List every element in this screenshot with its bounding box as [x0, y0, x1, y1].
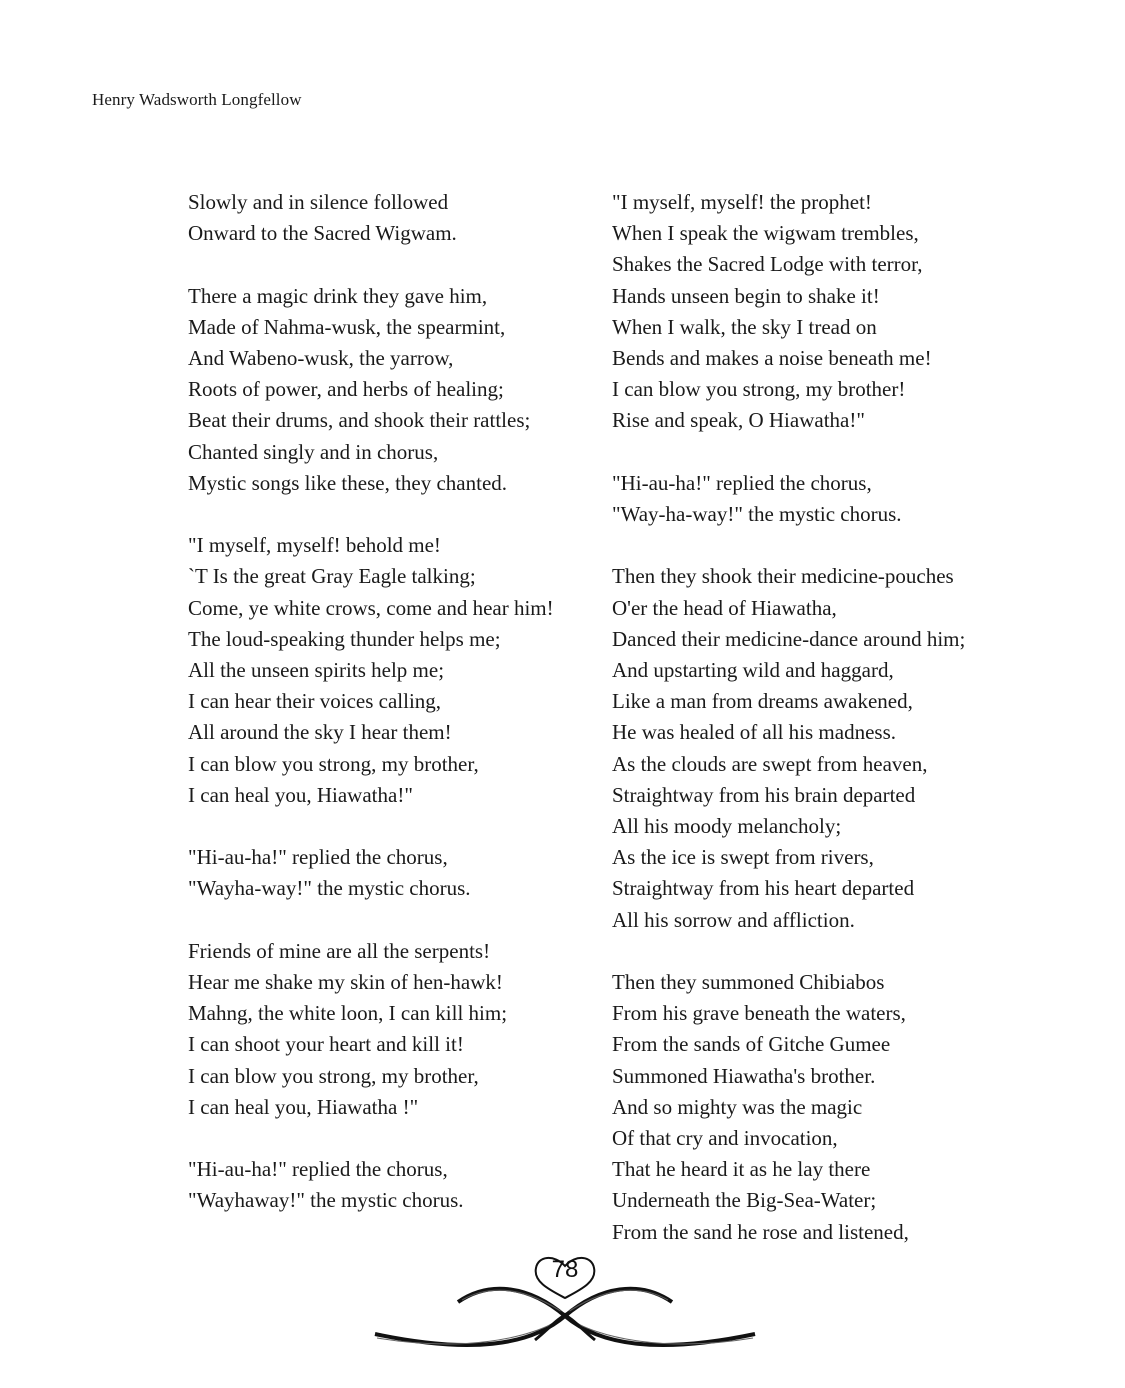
poem-line: "Hi-au-ha!" replied the chorus,	[612, 470, 872, 495]
poem-line: As the clouds are swept from heaven,	[612, 751, 928, 776]
poem-line: Bends and makes a noise beneath me!	[612, 346, 932, 371]
poem-line: When I walk, the sky I tread on	[612, 314, 877, 339]
poem-line: I can heal you, Hiawatha !"	[188, 1094, 419, 1119]
poem-line: Friends of mine are all the serpents!	[188, 938, 491, 963]
left-stanza	[188, 530, 588, 811]
left-stanza	[188, 1154, 588, 1216]
right-stanza	[612, 561, 1012, 935]
right-stanza	[612, 187, 1012, 437]
right-stanza	[612, 967, 1012, 1248]
left-stanza	[188, 187, 588, 249]
poem-line: Beat their drums, and shook their rattles;	[188, 408, 531, 433]
poem-line: Like a man from dreams awakened,	[612, 689, 913, 714]
poem-line: I can blow you strong, my brother,	[188, 751, 479, 776]
poem-line: Slowly and in silence followed	[188, 190, 449, 214]
poem-line: Straightway from his heart departed	[612, 876, 915, 901]
poem-line: When I speak the wigwam trembles,	[612, 221, 919, 246]
poem-line: "I myself, myself! the prophet!	[612, 190, 872, 214]
poem-line: All around the sky I hear them!	[188, 720, 452, 745]
right-stanza	[612, 468, 1012, 530]
poem-line: All his moody melancholy;	[612, 814, 842, 839]
poem-line: All the unseen spirits help me;	[188, 658, 445, 683]
poem-line: I can blow you strong, my brother,	[188, 1063, 479, 1088]
poem-line: I can hear their voices calling,	[188, 689, 442, 714]
poem-line: Rise and speak, O Hiawatha!"	[612, 408, 865, 433]
poem-line: Roots of power, and herbs of healing;	[188, 377, 504, 402]
left-stanza	[188, 936, 588, 1123]
poem-line: And so mighty was the magic	[612, 1094, 863, 1119]
left-stanza	[188, 281, 588, 499]
page-number: 78	[551, 1256, 579, 1283]
poem-line: `T Is the great Gray Eagle talking;	[188, 564, 476, 589]
poem-column-left	[188, 187, 588, 1217]
poem-line: From the sands of Gitche Gumee	[612, 1032, 891, 1057]
poem-line: "Hi-au-ha!" replied the chorus,	[188, 1157, 448, 1182]
running-header-author: Henry Wadsworth Longfellow	[92, 90, 302, 109]
poem-column-right	[612, 187, 1012, 1248]
poem-line: Danced their medicine-dance around him;	[612, 626, 966, 651]
poem-line: From the sand he rose and listened,	[612, 1219, 909, 1244]
poem-line: I can shoot your heart and kill it!	[188, 1032, 464, 1057]
poem-line: Hands unseen begin to shake it!	[612, 283, 880, 308]
poem-line: There a magic drink they gave him,	[188, 283, 488, 308]
poem-line: Mahng, the white loon, I can kill him;	[188, 1001, 508, 1026]
poem-line: "Wayhaway!" the mystic chorus.	[188, 1188, 464, 1213]
poem-line: Onward to the Sacred Wigwam.	[188, 221, 457, 246]
poem-line: Summoned Hiawatha's brother.	[612, 1063, 876, 1088]
poem-line: From his grave beneath the waters,	[612, 1001, 906, 1026]
poem-line: The loud-speaking thunder helps me;	[188, 626, 501, 651]
poem-line: All his sorrow and affliction.	[612, 907, 855, 932]
poem-line: "Way-ha-way!" the mystic chorus.	[612, 502, 902, 527]
poem-line: Of that cry and invocation,	[612, 1126, 838, 1151]
poem-line: And Wabeno-wusk, the yarrow,	[188, 346, 454, 370]
poem-line: "Hi-au-ha!" replied the chorus,	[188, 845, 448, 870]
poem-line: O'er the head of Hiawatha,	[612, 595, 837, 620]
poem-line: Chanted singly and in chorus,	[188, 439, 439, 464]
poem-line: Come, ye white crows, come and hear him!	[188, 595, 554, 620]
left-stanza	[188, 842, 588, 904]
poem-line: Then they shook their medicine-pouches	[612, 564, 954, 589]
poem-line: That he heard it as he lay there	[612, 1157, 871, 1182]
poem-line: Then they summoned Chibiabos	[612, 970, 885, 995]
poem-line: And upstarting wild and haggard,	[612, 658, 894, 683]
poem-line: "I myself, myself! behold me!	[188, 533, 441, 558]
poem-line: As the ice is swept from rivers,	[612, 845, 874, 870]
poem-line: "Wayha-way!" the mystic chorus.	[188, 876, 471, 901]
poem-line: Straightway from his brain departed	[612, 782, 916, 807]
poem-line: Hear me shake my skin of hen-hawk!	[188, 970, 503, 995]
poem-line: Underneath the Big-Sea-Water;	[612, 1188, 877, 1213]
poem-line: He was healed of all his madness.	[612, 720, 897, 745]
poem-line: Made of Nahma-wusk, the spearmint,	[188, 314, 506, 339]
poem-line: Shakes the Sacred Lodge with terror,	[612, 252, 923, 277]
poem-line: Mystic songs like these, they chanted.	[188, 470, 508, 495]
poem-line: I can heal you, Hiawatha!"	[188, 782, 413, 807]
poem-line: I can blow you strong, my brother!	[612, 377, 906, 402]
